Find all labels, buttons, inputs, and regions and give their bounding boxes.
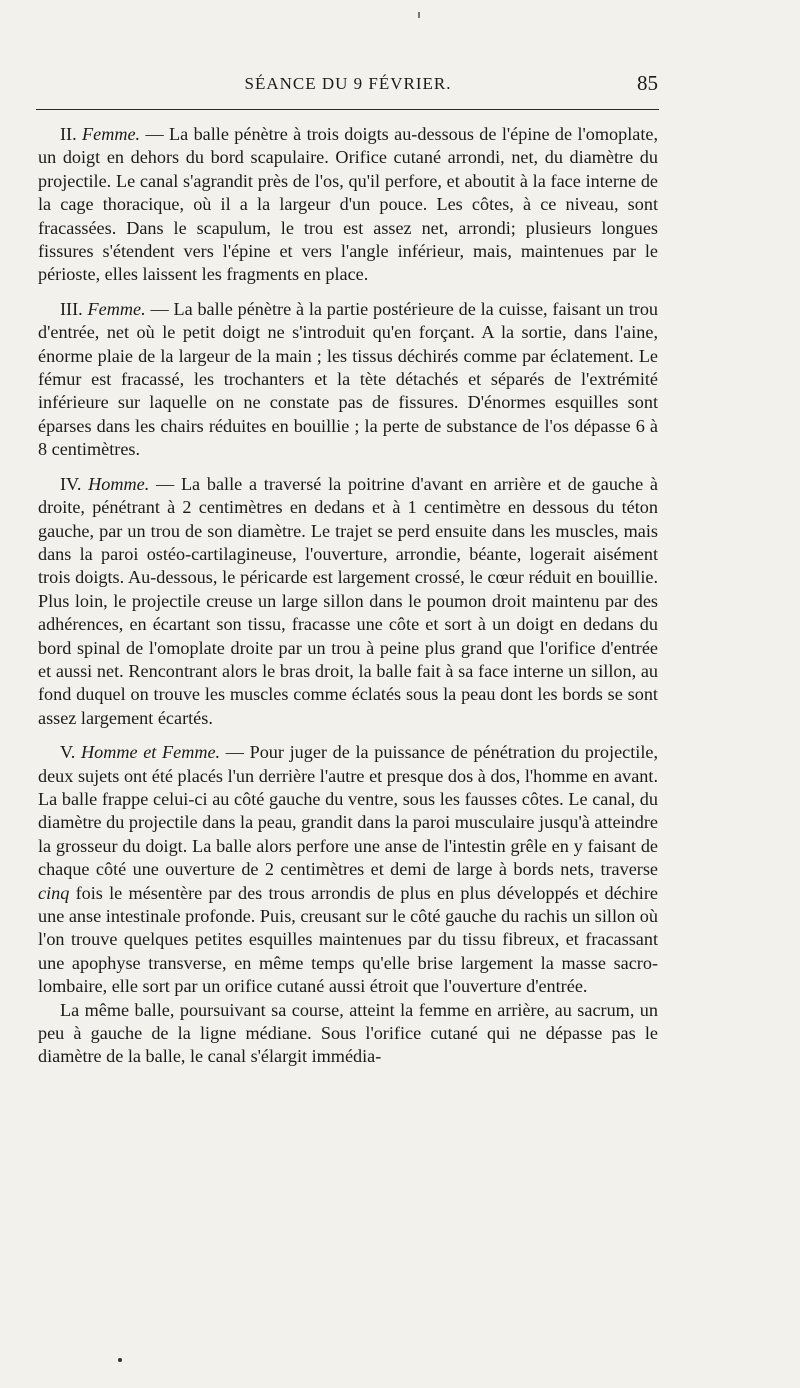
body-text — [38, 123, 658, 1080]
page-header — [38, 71, 658, 104]
page-number: 85 — [637, 71, 658, 95]
case-subject: Femme. — [82, 124, 141, 144]
case-number: V. — [60, 742, 81, 763]
case-text-continued: fois le mésentère par des trous arrondis de plus en plus développés et déchire une anse intestinale profonde. Puis, creusant sur le côté gauche du rachis un sillon où l'on trouve quelques petites esquilles maintenues par du tissu fibreux, et fracassant une apophyse transverse, en même temps qu'elle brise largement la masse sacro-lombaire, elle sort par un orifice cutané aussi étroit que l'ouverture d'entrée. — [38, 882, 658, 997]
emphasis-word: cinq — [38, 882, 70, 903]
scan-speck — [118, 1358, 122, 1362]
paragraph-continuation — [38, 999, 658, 1069]
scan-mark — [418, 12, 420, 18]
case-text: — La balle pénètre à trois doigts au-dessous de l'épine de l'omoplate, un doigt en dehors du bord scapulaire. Orifice cutané arrondi, net, du diamètre du projectile. Le canal s'agrandit près de l'os, qu'il perfore, et aboutit à la face interne de la cage thoracique, où il a la largeur d'un pouce. Les côtes, à ce niveau, sont fracassées. Dans le scapulum, le trou est assez net, arrondi; plusieurs longues fissures s'étendent vers l'épine et vers l'angle inférieur, mais, maintenues par le périoste, elles laissent les fragments en place. — [38, 124, 658, 285]
paragraph-case-3 — [38, 298, 658, 462]
case-number: IV. — [60, 473, 89, 494]
case-text: — La balle pénètre à la partie postérieure de la cuisse, faisant un trou d'entrée, net où le petit doigt ne s'introduit qu'en forçant. A la sortie, dans l'aine, énorme plaie de la largeur de la main ; les tissus déchirés comme par éclatement. Le fémur est fracassé, les trochanters et la tète détachés et séparés de l'extrémité inférieure sur laquelle on ne constate pas de fissures. D'énormes esquilles sont éparses dans les chairs réduites en bouillie ; la perte de substance de l'os dépasse 6 à 8 centimètres. — [38, 298, 659, 460]
running-title: SÉANCE DU 9 FÉVRIER. — [244, 74, 452, 93]
paragraph-text: La même balle, poursuivant sa course, atteint la femme en arrière, au sacrum, un peu à gauche de la ligne médiane. Sous l'orifice cutané qui ne dépasse pas le diamètre de la balle, le canal s'élargit immédia- — [38, 999, 658, 1067]
paragraph-case-2 — [38, 123, 658, 287]
case-subject: Homme et Femme. — [81, 742, 221, 763]
case-subject: Homme. — [88, 473, 150, 494]
case-number: III. — [60, 298, 88, 319]
case-subject: Femme. — [87, 298, 146, 319]
case-text: — La balle a traversé la poitrine d'avant en arrière et de gauche à droite, pénétrant à 2 centimètres en dedans et à 1 centimètre en dessous du téton gauche, par un trou de son diamètre. Le trajet se perd ensuite dans les muscles, mais dans la paroi ostéo-cartilagineuse, l'ouverture, arrondie, béante, logerait aisément trois doigts. Au-dessous, le péricarde est largement crossé, le cœur réduit en bouillie. Plus loin, le projectile creuse un large sillon dans le poumon droit maintenu par des adhérences, en écartant son tissu, fracasse une côte et sort à un doigt en dedans du bord spinal de l'omoplate droite par un trou à peine plus grand que l'orifice d'entrée et aussi net. Rencontrant alors le bras droit, la balle fait à sa face interne un sillon, au fond duquel on trouve les muscles comme éclatés sous la peau dont les bords se sont assez largement écartés. — [38, 473, 658, 728]
case-text: — Pour juger de la puissance de pénétration du projectile, deux sujets ont été placés l'un derrière l'autre et presque dos à dos, l'homme en avant. La balle frappe celui-ci au côté gauche du ventre, sous les fausses côtes. Le canal, du diamètre du projectile dans la peau, grandit dans la paroi musculaire jusqu'à atteindre la grosseur du doigt. La balle alors perfore une anse de l'intestin grêle en y faisant de chaque côté une ouverture de 2 centimètres et demi de large à bords nets, traverse — [38, 742, 658, 880]
paragraph-case-5 — [38, 741, 658, 998]
case-number: II. — [60, 124, 83, 144]
paragraph-case-4 — [38, 473, 658, 730]
header-rule — [36, 109, 659, 110]
